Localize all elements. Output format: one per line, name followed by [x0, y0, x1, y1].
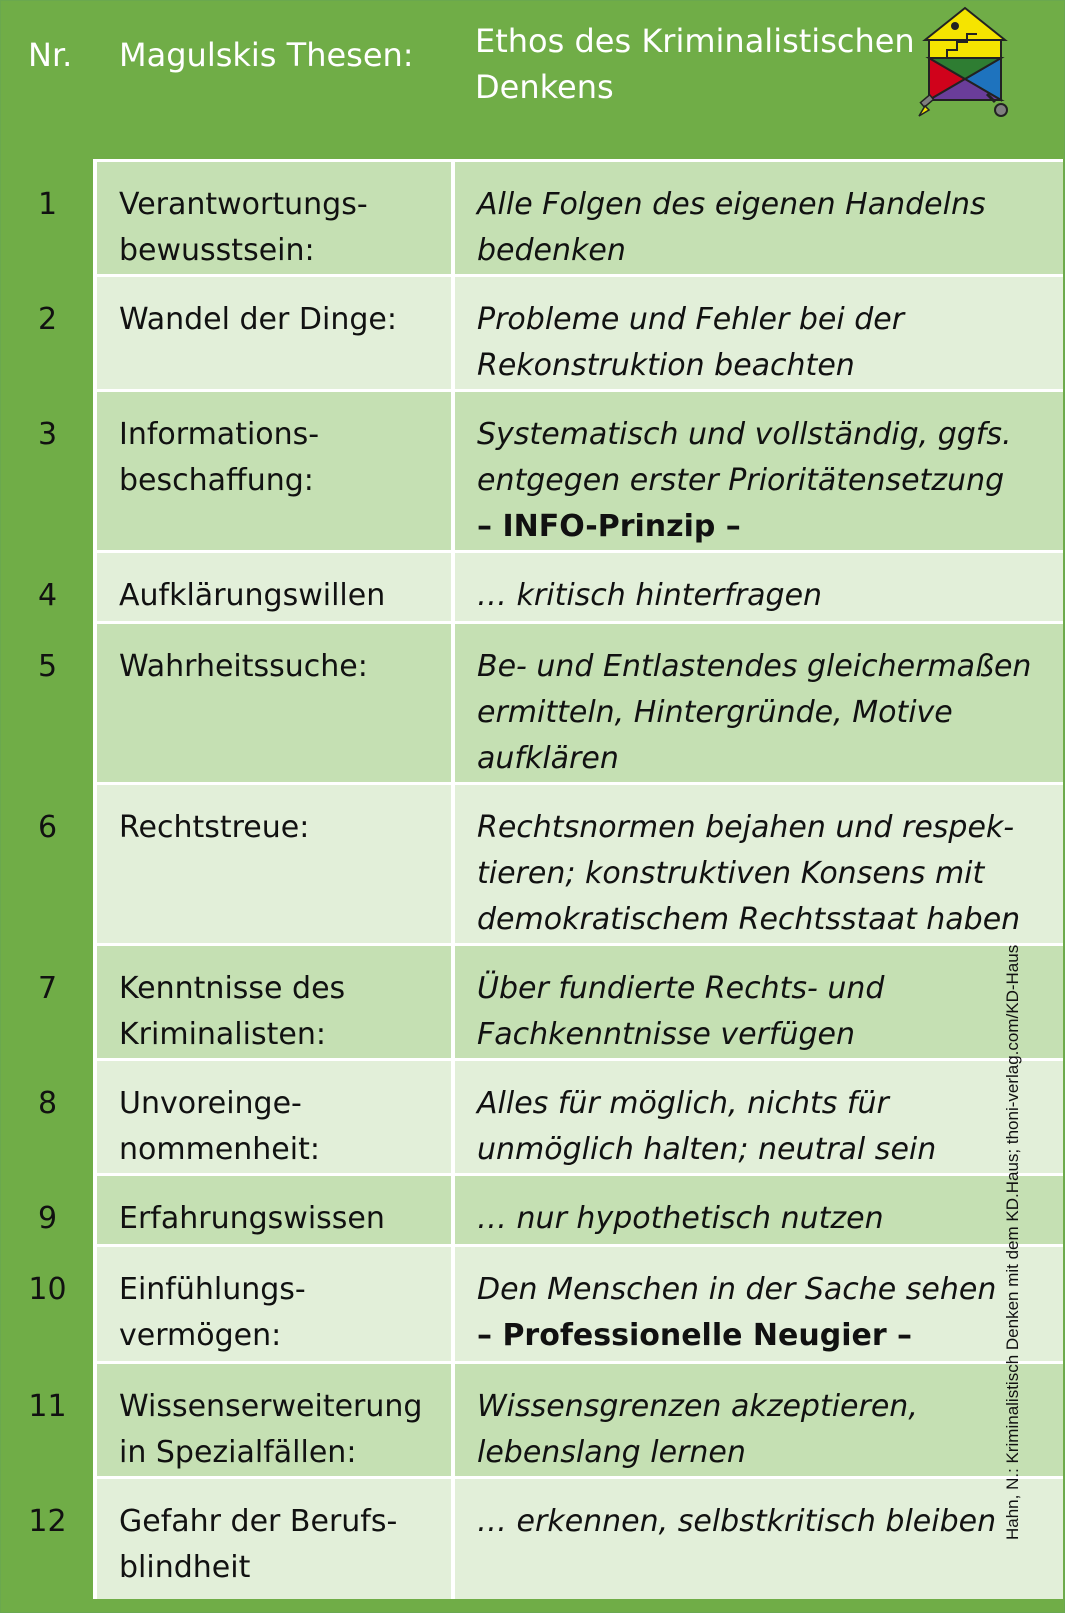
row-number: 3 — [2, 391, 95, 552]
row-number: 7 — [2, 945, 95, 1060]
thesis-line: vermögen: — [119, 1318, 282, 1353]
ethos-cell — [453, 623, 1063, 784]
thesis-line: Wissenserweiterung — [119, 1389, 423, 1424]
thesis-line: nommenheit: — [119, 1132, 320, 1167]
thesis-line: Einfühlungs- — [119, 1272, 306, 1307]
ethos-line: Probleme und Fehler bei der — [477, 302, 905, 337]
ethos-cell — [453, 552, 1063, 623]
ethos-line: demokratischem Rechtsstaat haben — [477, 902, 1021, 937]
thesis-cell — [95, 1478, 453, 1599]
ethos-cell — [453, 1246, 1063, 1363]
table-row — [2, 276, 1063, 391]
header-ethos-line2: Denkens — [475, 68, 614, 106]
thesis-cell — [95, 1175, 453, 1246]
thesis-line: blindheit — [119, 1550, 251, 1585]
ethos-line: … nur hypothetisch nutzen — [477, 1201, 884, 1236]
thesis-cell — [95, 391, 453, 552]
ethos-line: Alle Folgen des eigenen Handelns — [477, 187, 986, 222]
ethos-line: aufklären — [477, 741, 619, 776]
thesis-line: in Spezialfällen: — [119, 1435, 357, 1470]
header-nr: Nr. — [2, 2, 95, 161]
ethos-line: ermitteln, Hintergründe, Motive — [477, 695, 953, 730]
table-row — [2, 391, 1063, 552]
thesis-cell — [95, 784, 453, 945]
thesis-line: Kenntnisse des — [119, 971, 346, 1006]
ethos-cell — [453, 945, 1063, 1060]
table-row — [2, 552, 1063, 623]
ethos-principle: – Professionelle Neugier – — [477, 1318, 913, 1353]
ethos-line: Be- und Entlastendes gleichermaßen — [477, 649, 1032, 684]
row-number: 9 — [2, 1175, 95, 1246]
ethos-line: Rechtsnormen bejahen und respek- — [477, 810, 1015, 845]
ethos-line: Wissensgrenzen akzeptieren, — [477, 1389, 918, 1424]
thesis-line: Aufklärungswillen — [119, 578, 386, 613]
ethos-line: … kritisch hinterfragen — [477, 578, 823, 613]
table-row — [2, 1060, 1063, 1175]
row-number: 10 — [2, 1246, 95, 1363]
table-row — [2, 945, 1063, 1060]
ethos-cell — [453, 784, 1063, 945]
theses-table — [2, 2, 1063, 1599]
thesis-line: Kriminalisten: — [119, 1017, 326, 1052]
thesis-line: bewusstsein: — [119, 233, 315, 268]
thesis-cell — [95, 276, 453, 391]
thesis-cell — [95, 1363, 453, 1478]
ethos-line: Fachkenntnisse verfügen — [477, 1017, 856, 1052]
row-number: 11 — [2, 1363, 95, 1478]
ethos-line: Über fundierte Rechts- und — [477, 971, 885, 1006]
ethos-line: entgegen erster Prioritätensetzung — [477, 463, 1005, 498]
header-ethos-line1: Ethos des Kriminalistischen — [475, 22, 915, 60]
row-number: 12 — [2, 1478, 95, 1599]
table-row — [2, 1363, 1063, 1478]
row-number: 5 — [2, 623, 95, 784]
ethos-line: tieren; konstruktiven Konsens mit — [477, 856, 985, 891]
thesis-cell — [95, 945, 453, 1060]
ethos-cell — [453, 1060, 1063, 1175]
thesis-line: beschaffung: — [119, 463, 314, 498]
header-row — [2, 2, 1063, 161]
thesis-cell — [95, 623, 453, 784]
row-number: 8 — [2, 1060, 95, 1175]
row-number: 4 — [2, 552, 95, 623]
ethos-line: Alles für möglich, nichts für — [477, 1086, 889, 1121]
ethos-line: bedenken — [477, 233, 626, 268]
thesis-line: Rechtstreue: — [119, 810, 310, 845]
ethos-line: … erkennen, selbstkritisch bleiben — [477, 1504, 997, 1539]
ethos-line: lebenslang lernen — [477, 1435, 746, 1470]
ethos-principle: – INFO-Prinzip – — [477, 509, 741, 544]
thesis-line: Informations- — [119, 417, 320, 452]
table-row — [2, 1246, 1063, 1363]
thesis-line: Wahrheitssuche: — [119, 649, 368, 684]
ethos-cell — [453, 276, 1063, 391]
thesis-cell — [95, 1060, 453, 1175]
thesis-line: Wandel der Dinge: — [119, 302, 397, 337]
table-row — [2, 1478, 1063, 1599]
ethos-line: unmöglich halten; neutral sein — [477, 1132, 937, 1167]
ethos-cell — [453, 1175, 1063, 1246]
thesis-line: Gefahr der Berufs- — [119, 1504, 398, 1539]
thesis-cell — [95, 552, 453, 623]
table-row — [2, 161, 1063, 276]
credit-text: Hahn, N.: Kriminalistisch Denken mit dem KD.Haus; thoni-verlag.com/KD-Haus — [1003, 944, 1022, 1540]
ethos-line: Rekonstruktion beachten — [477, 348, 855, 383]
thesis-line: Verantwortungs- — [119, 187, 368, 222]
thesis-cell — [95, 161, 453, 276]
table-row — [2, 1175, 1063, 1246]
ethos-cell — [453, 391, 1063, 552]
row-number: 1 — [2, 161, 95, 276]
row-number: 2 — [2, 276, 95, 391]
thesis-cell — [95, 1246, 453, 1363]
table-row — [2, 623, 1063, 784]
thesis-line: Unvoreinge- — [119, 1086, 302, 1121]
ethos-cell — [453, 161, 1063, 276]
ethos-line: Systematisch und vollständig, ggfs. — [477, 417, 1012, 452]
row-number: 6 — [2, 784, 95, 945]
ethos-line: Den Menschen in der Sache sehen — [477, 1272, 997, 1307]
thesis-line: Erfahrungswissen — [119, 1201, 385, 1236]
ethos-cell — [453, 1363, 1063, 1478]
table-row — [2, 784, 1063, 945]
ethos-cell — [453, 1478, 1063, 1599]
kd-haus-logo-icon — [917, 6, 1013, 120]
header-theses: Magulskis Thesen: — [95, 2, 453, 161]
